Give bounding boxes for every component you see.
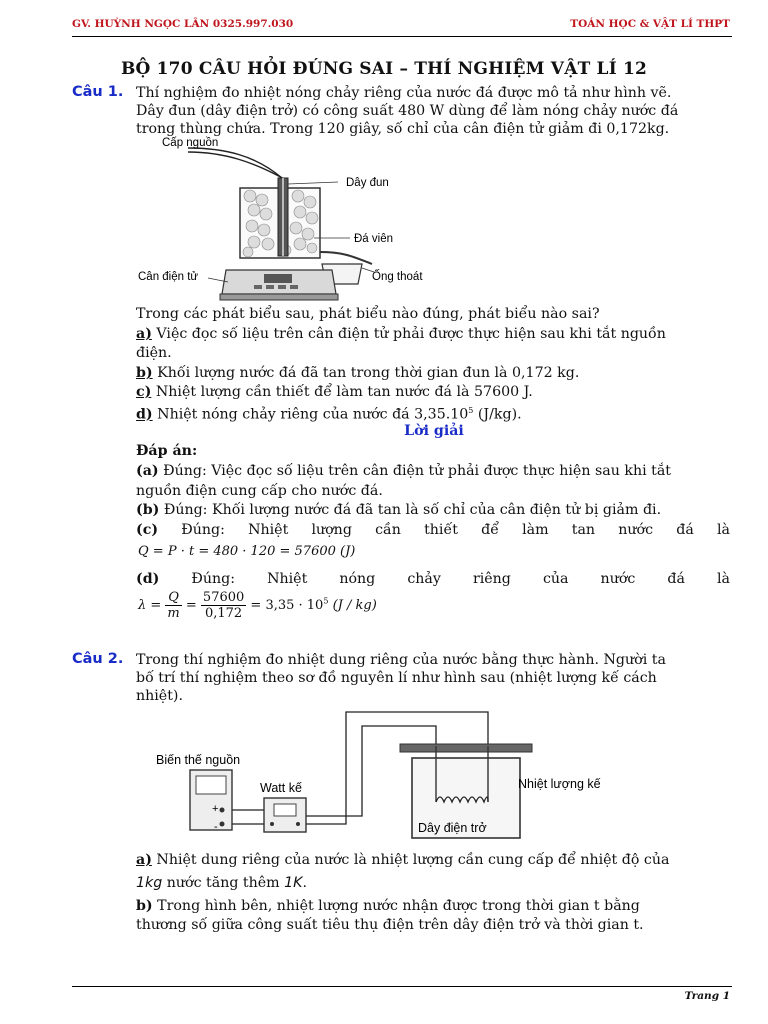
transformer-minus: - — [214, 821, 218, 833]
q2-statement-b — [136, 897, 730, 915]
ans-b-label: (b) — [136, 502, 160, 518]
fig-label-bien-the: Biến thế nguồn — [156, 753, 241, 767]
q2-a-label: a) — [136, 852, 152, 868]
q1-line-2: Dây đun (dây điện trở) có công suất 480 W dùng để làm nóng chảy nước đá — [136, 103, 679, 119]
frac-den-value: 0,172 — [204, 606, 243, 621]
ans-d-text: Đúng: Nhiệt nóng chảy riêng của nước đá là — [159, 571, 730, 587]
formula-d-unit: (J / kg) — [328, 598, 377, 613]
q1-prompt: Trong các phát biểu sau, phát biểu nào đúng, phát biểu nào sai? — [136, 306, 600, 322]
q1-d-exponent: 5 — [468, 406, 474, 415]
answer-a — [136, 462, 730, 480]
answer-b — [136, 501, 730, 519]
answer-label: Đáp án: — [136, 443, 198, 459]
q1-statement-c — [136, 383, 730, 401]
question-1-label: Câu 1. — [72, 84, 124, 100]
header-subject: TOÁN HỌC & VẬT LÍ THPT — [570, 18, 730, 30]
header-author: GV. HUỲNH NGỌC LÂN 0325.997.030 — [72, 18, 294, 30]
fraction-q-over-m — [165, 590, 181, 621]
fig-label-can-dien-tu: Cân điện tử — [138, 271, 199, 283]
ice-melting-apparatus-figure — [136, 134, 436, 306]
fig-label-da-vien: Đá viên — [354, 233, 393, 245]
page-title: BỘ 170 CÂU HỎI ĐÚNG SAI – THÍ NGHIỆM VẬT LÍ 12 — [120, 59, 648, 79]
q2-a-kg: 1kg — [136, 875, 163, 891]
q2-b-label: b) — [136, 898, 153, 914]
fig-label-day-dien-tro: Dây điện trở — [418, 821, 487, 835]
q2-a-text: Nhiệt dung riêng của nước là nhiệt lượng cần cung cấp để nhiệt độ của — [151, 852, 670, 868]
q1-d-label: d) — [136, 406, 153, 423]
fig-label-nhiet-luong-ke: Nhiệt lượng kế — [518, 777, 601, 791]
q2-line-2: bố trí thí nghiệm theo sơ đồ nguyên lí như hình sau (nhiệt lượng kế cách — [136, 670, 657, 686]
ans-c-text: Đúng: Nhiệt lượng cần thiết để làm tan nước đá là — [158, 522, 730, 538]
q2-a-text-2: nước tăng thêm — [162, 875, 285, 891]
question-2-label: Câu 2. — [72, 651, 124, 667]
q1-d-text: Nhiệt nóng chảy riêng của nước đá 3,35.10 — [152, 406, 469, 423]
footer-divider — [72, 986, 732, 987]
q1-a-label: a) — [136, 326, 152, 342]
q2-b-text: Trong hình bên, nhiệt lượng nước nhận được trong thời gian t bằng — [152, 898, 640, 914]
fig-label-day-dun: Dây đun — [346, 177, 389, 189]
q1-line-3: trong thùng chứa. Trong 120 giây, số chỉ của cân điện tử giảm đi 0,172kg. — [136, 121, 670, 137]
q2-statement-a — [136, 851, 730, 869]
page-number: Trang 1 — [684, 990, 730, 1002]
frac-num-value: 57600 — [202, 590, 245, 605]
answer-c — [136, 521, 730, 539]
q1-c-text: Nhiệt lượng cần thiết để làm tan nước đá là 57600 J. — [151, 384, 533, 400]
formula-d-lhs: λ = — [138, 598, 162, 613]
answer-a-cont: nguồn điện cung cấp cho nước đá. — [136, 483, 383, 499]
formula-latent-heat: λ = $\frac{Q}{m}$ = $\frac{57600}{0,172}$ = $3,35 \cdot 10^5$ (J / kg) — [138, 590, 377, 621]
ans-c-label: (c) — [136, 522, 159, 538]
ans-d-label: (d) — [136, 571, 160, 587]
fig-label-cap-nguon: Cấp nguồn — [162, 137, 219, 149]
frac-den-m: m — [167, 606, 180, 621]
ans-a-label: (a) — [136, 463, 159, 479]
frac-num-q: Q — [165, 590, 181, 606]
ans-b-text: Đúng: Khối lượng nước đá đã tan là số chỉ của cân điện tử bị giảm đi. — [159, 502, 662, 518]
q1-statement-a-cont: điện. — [136, 345, 172, 361]
q1-statement-a — [136, 325, 730, 343]
q1-b-text: Khối lượng nước đá đã tan trong thời gian đun là 0,172 kg. — [152, 365, 580, 381]
q2-a-dot: . — [302, 875, 307, 891]
calorimeter-circuit-figure — [136, 706, 636, 846]
fig-label-watt-ke: Watt kế — [260, 781, 302, 795]
q2-line-1: Trong thí nghiệm đo nhiệt dung riêng của nước bằng thực hành. Người ta — [136, 652, 666, 668]
q1-a-text: Việc đọc số liệu trên cân điện tử phải được thực hiện sau khi tắt nguồn — [151, 326, 666, 342]
q2-statement-b-cont: thương số giữa công suất tiêu thụ điện trên dây điện trở và thời gian t. — [136, 917, 644, 933]
q1-c-label: c) — [136, 384, 152, 400]
q1-d-unit: (J/kg). — [473, 406, 522, 423]
formula-d-exponent: 5 — [323, 596, 329, 606]
q1-statement-b — [136, 364, 730, 382]
fraction-values — [201, 590, 246, 621]
formula-heat: Q = P · t = 480 · 120 = 57600 (J) — [138, 544, 356, 559]
q1-line-1: Thí nghiệm đo nhiệt nóng chảy riêng của nước đá được mô tả như hình vẽ. — [136, 85, 672, 101]
transformer-plus: + — [212, 803, 219, 815]
ans-a-text: Đúng: Việc đọc số liệu trên cân điện tử phải được thực hiện sau khi tắt — [158, 463, 671, 479]
answer-d — [136, 570, 730, 588]
q2-a-K: 1K — [284, 875, 303, 891]
header-divider — [72, 36, 732, 37]
q2-line-3: nhiệt). — [136, 688, 183, 704]
q1-b-label: b) — [136, 365, 153, 381]
solution-heading: Lời giải — [404, 423, 464, 439]
q2-statement-a-cont — [136, 874, 730, 892]
q1-statement-d — [136, 402, 730, 424]
fig-label-ong-thoat: Ống thoát — [372, 271, 423, 283]
formula-d-rhs: = 3,35 · 10 — [250, 598, 324, 613]
